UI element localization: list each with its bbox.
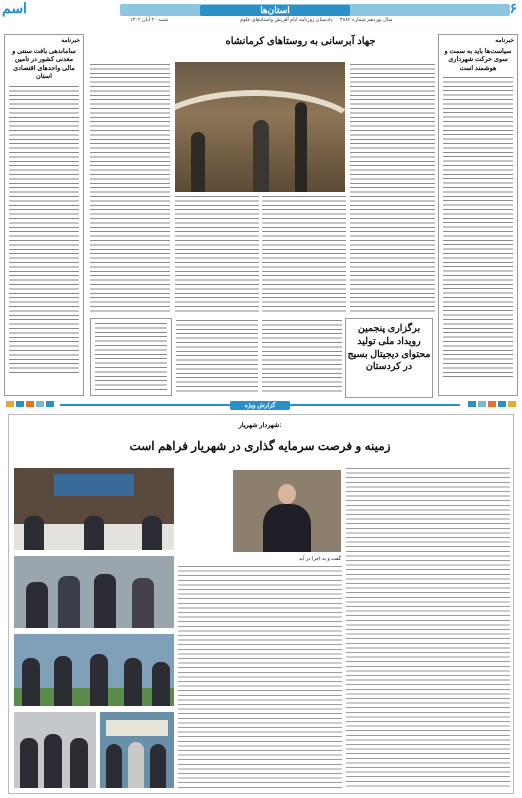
- mayor-portrait-photo: [233, 470, 341, 552]
- divider-square: [468, 401, 476, 407]
- divider-square: [478, 401, 486, 407]
- article-column: [176, 320, 258, 394]
- issue-number: سال نوزدهم شماره ۴۸۸۲: [340, 17, 393, 23]
- section-title: استان‌ها: [200, 5, 350, 16]
- visitor-figure: [90, 654, 108, 706]
- boxed-article: [90, 318, 172, 396]
- header-subtitle: دادستان روزنامه ایام آفریش واستادهای علوم: [240, 17, 333, 23]
- ceremony-photo: [100, 712, 174, 788]
- divider-square: [508, 401, 516, 407]
- official-figure: [44, 734, 62, 788]
- group-figure: [132, 578, 154, 628]
- right-news-box: [438, 34, 518, 396]
- right-box-body: [443, 77, 513, 377]
- meeting-attendee: [24, 516, 44, 550]
- meeting-photo: [14, 468, 174, 550]
- outdoor-visit-photo: [14, 634, 174, 706]
- issue-date: شنبه ۲۰ آبان ۱۴۰۲: [130, 17, 169, 23]
- article-column: [262, 320, 342, 394]
- left-box-headline: ساماندهی بافت سنتی و معدنی کشور در تامین مالی واحدهای اقتصادی استان: [12, 48, 76, 81]
- report-column: [346, 468, 510, 788]
- water-pipe-photo: [175, 62, 345, 192]
- mayor-figure: [263, 504, 311, 552]
- special-report-label: گزارش ویژه: [230, 401, 290, 410]
- mayor-head: [278, 484, 296, 504]
- highlight-line: در کردستان: [365, 361, 413, 373]
- left-news-box: [4, 34, 84, 396]
- divider-square: [26, 401, 34, 407]
- highlight-line: برگزاری پنجمین: [357, 323, 421, 334]
- left-box-label: خبرنامه: [61, 38, 80, 44]
- worker-figure: [253, 120, 269, 192]
- article-column: [175, 196, 259, 314]
- group-figure: [58, 576, 80, 628]
- worker-figure: [191, 132, 205, 192]
- highlight-box: [345, 318, 433, 398]
- newspaper-logo: اسم‌: [2, 1, 27, 17]
- worker-figure: [295, 102, 307, 192]
- divider-square: [46, 401, 54, 407]
- article-column: [350, 64, 435, 314]
- ceremony-banner: [106, 720, 168, 736]
- group-photo: [14, 556, 174, 628]
- group-figure: [94, 574, 116, 628]
- divider-square: [36, 401, 44, 407]
- visitor-figure: [22, 658, 40, 706]
- article-kicker: شهردار شهریار:: [238, 422, 282, 429]
- right-box-label: خبرنامه: [495, 38, 514, 44]
- ceremony-figure: [150, 744, 166, 788]
- official-figure: [20, 738, 38, 788]
- highlight-line: محتوای دیجیتال بسیج: [347, 348, 431, 360]
- left-box-body: [9, 86, 79, 376]
- visitor-figure: [152, 662, 170, 706]
- special-report-headline: زمینه و فرصت سرمایه گذاری در شهریار فراهم است: [129, 439, 391, 453]
- visitor-figure: [54, 656, 72, 706]
- official-figure: [70, 738, 88, 788]
- page-number: ۶: [509, 2, 517, 17]
- right-box-headline: سیاست‌ها باید به سمت و سوی حرکت شهرداری هوشمند است: [444, 48, 512, 72]
- group-figure: [26, 582, 48, 628]
- meeting-banner: [54, 474, 134, 496]
- official-group-photo: [14, 712, 96, 788]
- photo-caption: گفت و به اجرا در آید: [299, 556, 341, 562]
- divider-square: [6, 401, 14, 407]
- meeting-attendee: [84, 516, 104, 550]
- main-article-headline: جهاد آبرسانی به روستاهای کرمانشاه: [225, 36, 376, 47]
- divider-square: [498, 401, 506, 407]
- article-column: [262, 196, 346, 314]
- page-header: [0, 0, 522, 26]
- report-column: [178, 566, 342, 788]
- boxed-article-body: [95, 323, 167, 391]
- highlight-line: رویداد ملی تولید: [357, 335, 421, 347]
- visitor-figure: [124, 658, 142, 706]
- ceremony-figure: [106, 744, 122, 788]
- divider-square: [488, 401, 496, 407]
- divider-square: [16, 401, 24, 407]
- ceremony-figure: [128, 742, 144, 788]
- meeting-attendee: [142, 516, 162, 550]
- article-column: [90, 64, 170, 314]
